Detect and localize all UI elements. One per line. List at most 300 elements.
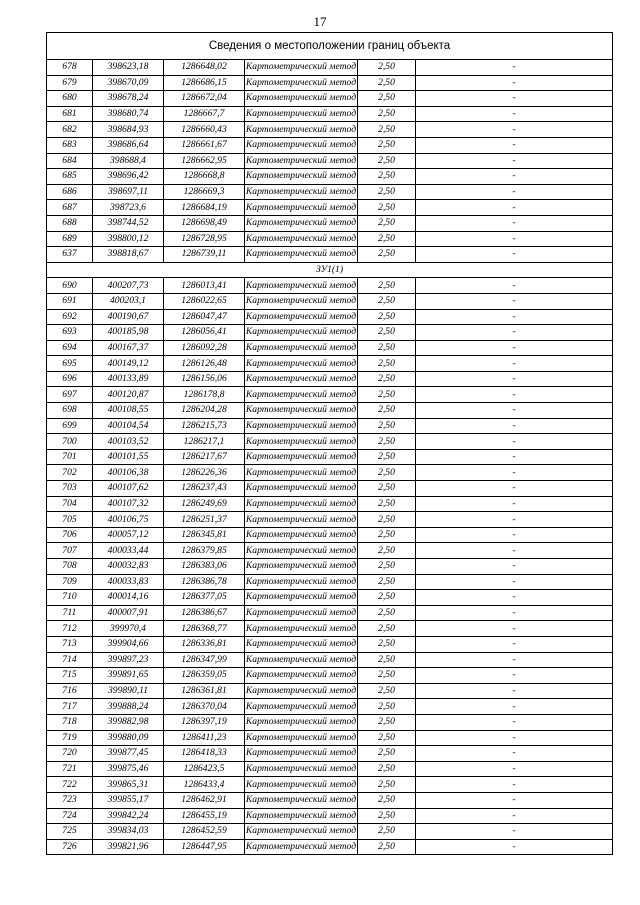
cell-y-coordinate: 1286047,47: [164, 309, 245, 325]
cell-method: Картометрический метод: [245, 278, 358, 294]
cell-x-coordinate: 399842,24: [93, 808, 164, 824]
cell-x-coordinate: 400149,12: [93, 356, 164, 372]
table-row: [47, 278, 613, 294]
cell-y-coordinate: 1286383,06: [164, 559, 245, 575]
cell-method: Картометрический метод: [245, 247, 358, 263]
table-row: [47, 387, 613, 403]
cell-description: -: [416, 309, 613, 325]
cell-accuracy: 2,50: [358, 761, 416, 777]
cell-x-coordinate: 400190,67: [93, 309, 164, 325]
cell-description: -: [416, 465, 613, 481]
cell-accuracy: 2,50: [358, 730, 416, 746]
table-row: [47, 325, 613, 341]
cell-method: Картометрический метод: [245, 200, 358, 216]
cell-description: -: [416, 278, 613, 294]
cell-point-number: 700: [47, 434, 93, 450]
cell-x-coordinate: 400203,1: [93, 293, 164, 309]
cell-x-coordinate: 399882,98: [93, 714, 164, 730]
cell-method: Картометрический метод: [245, 605, 358, 621]
cell-description: -: [416, 621, 613, 637]
cell-accuracy: 2,50: [358, 215, 416, 231]
cell-accuracy: 2,50: [358, 387, 416, 403]
cell-x-coordinate: 399877,45: [93, 746, 164, 762]
cell-x-coordinate: 400107,62: [93, 481, 164, 497]
cell-x-coordinate: 400007,91: [93, 605, 164, 621]
cell-method: Картометрический метод: [245, 481, 358, 497]
cell-method: Картометрический метод: [245, 215, 358, 231]
cell-accuracy: 2,50: [358, 683, 416, 699]
cell-accuracy: 2,50: [358, 605, 416, 621]
cell-point-number: 718: [47, 714, 93, 730]
table-row: [47, 91, 613, 107]
cell-description: -: [416, 434, 613, 450]
cell-accuracy: 2,50: [358, 169, 416, 185]
cell-x-coordinate: 399897,23: [93, 652, 164, 668]
cell-accuracy: 2,50: [358, 106, 416, 122]
cell-x-coordinate: 400033,83: [93, 574, 164, 590]
cell-point-number: 682: [47, 122, 93, 138]
cell-method: Картометрический метод: [245, 169, 358, 185]
cell-method: Картометрический метод: [245, 746, 358, 762]
cell-description: -: [416, 371, 613, 387]
cell-x-coordinate: 400107,32: [93, 496, 164, 512]
cell-description: -: [416, 527, 613, 543]
cell-accuracy: 2,50: [358, 824, 416, 840]
cell-accuracy: 2,50: [358, 481, 416, 497]
cell-accuracy: 2,50: [358, 309, 416, 325]
table-row: [47, 418, 613, 434]
cell-x-coordinate: 400120,87: [93, 387, 164, 403]
cell-y-coordinate: 1286359,05: [164, 668, 245, 684]
cell-accuracy: 2,50: [358, 247, 416, 263]
cell-accuracy: 2,50: [358, 371, 416, 387]
table-row: [47, 465, 613, 481]
cell-point-number: 715: [47, 668, 93, 684]
cell-method: Картометрический метод: [245, 325, 358, 341]
cell-accuracy: 2,50: [358, 808, 416, 824]
cell-description: -: [416, 699, 613, 715]
cell-x-coordinate: 399904,66: [93, 636, 164, 652]
cell-x-coordinate: 398697,11: [93, 184, 164, 200]
cell-point-number: 720: [47, 746, 93, 762]
cell-y-coordinate: 1286648,02: [164, 60, 245, 76]
table-row: [47, 184, 613, 200]
cell-y-coordinate: 1286370,04: [164, 699, 245, 715]
cell-y-coordinate: 1286368,77: [164, 621, 245, 637]
cell-accuracy: 2,50: [358, 746, 416, 762]
cell-point-number: 712: [47, 621, 93, 637]
cell-description: -: [416, 481, 613, 497]
cell-y-coordinate: 1286022,65: [164, 293, 245, 309]
cell-y-coordinate: 1286217,1: [164, 434, 245, 450]
cell-x-coordinate: 399875,46: [93, 761, 164, 777]
cell-description: -: [416, 746, 613, 762]
table-row: [47, 761, 613, 777]
cell-accuracy: 2,50: [358, 403, 416, 419]
cell-y-coordinate: 1286661,67: [164, 137, 245, 153]
cell-accuracy: 2,50: [358, 293, 416, 309]
cell-x-coordinate: 398680,74: [93, 106, 164, 122]
cell-x-coordinate: 400207,73: [93, 278, 164, 294]
cell-y-coordinate: 1286226,36: [164, 465, 245, 481]
cell-point-number: 698: [47, 403, 93, 419]
cell-y-coordinate: 1286092,28: [164, 340, 245, 356]
cell-y-coordinate: 1286397,19: [164, 714, 245, 730]
cell-point-number: 683: [47, 137, 93, 153]
table-row: [47, 668, 613, 684]
cell-x-coordinate: 399855,17: [93, 792, 164, 808]
cell-point-number: 711: [47, 605, 93, 621]
cell-accuracy: 2,50: [358, 543, 416, 559]
cell-point-number: 689: [47, 231, 93, 247]
table-row: [47, 137, 613, 153]
cell-method: Картометрический метод: [245, 512, 358, 528]
cell-description: -: [416, 356, 613, 372]
cell-point-number: 681: [47, 106, 93, 122]
cell-description: -: [416, 559, 613, 575]
cell-method: Картометрический метод: [245, 387, 358, 403]
cell-method: Картометрический метод: [245, 808, 358, 824]
cell-point-number: 723: [47, 792, 93, 808]
cell-description: -: [416, 449, 613, 465]
cell-y-coordinate: 1286126,48: [164, 356, 245, 372]
cell-description: -: [416, 153, 613, 169]
cell-accuracy: 2,50: [358, 839, 416, 855]
cell-method: Картометрический метод: [245, 231, 358, 247]
cell-accuracy: 2,50: [358, 418, 416, 434]
cell-description: -: [416, 496, 613, 512]
cell-accuracy: 2,50: [358, 434, 416, 450]
table-row: [47, 403, 613, 419]
cell-method: Картометрический метод: [245, 496, 358, 512]
cell-accuracy: 2,50: [358, 200, 416, 216]
cell-x-coordinate: 399880,09: [93, 730, 164, 746]
cell-x-coordinate: 398723,6: [93, 200, 164, 216]
cell-method: Картометрический метод: [245, 699, 358, 715]
cell-y-coordinate: 1286217,67: [164, 449, 245, 465]
cell-y-coordinate: 1286411,23: [164, 730, 245, 746]
cell-point-number: 710: [47, 590, 93, 606]
cell-point-number: 702: [47, 465, 93, 481]
table-row: [47, 621, 613, 637]
cell-point-number: 694: [47, 340, 93, 356]
table-row: [47, 449, 613, 465]
cell-point-number: 692: [47, 309, 93, 325]
cell-point-number: 701: [47, 449, 93, 465]
cell-accuracy: 2,50: [358, 527, 416, 543]
cell-accuracy: 2,50: [358, 574, 416, 590]
cell-accuracy: 2,50: [358, 590, 416, 606]
cell-description: -: [416, 714, 613, 730]
cell-point-number: 685: [47, 169, 93, 185]
cell-accuracy: 2,50: [358, 496, 416, 512]
cell-y-coordinate: 1286237,43: [164, 481, 245, 497]
cell-description: -: [416, 106, 613, 122]
section-label: ЗУ1(1): [47, 262, 613, 278]
cell-description: -: [416, 668, 613, 684]
cell-point-number: 637: [47, 247, 93, 263]
cell-y-coordinate: 1286251,37: [164, 512, 245, 528]
page-number: 17: [313, 14, 327, 29]
cell-accuracy: 2,50: [358, 777, 416, 793]
table-row: [47, 122, 613, 138]
cell-method: Картометрический метод: [245, 184, 358, 200]
cell-x-coordinate: 400033,44: [93, 543, 164, 559]
cell-x-coordinate: 398818,67: [93, 247, 164, 263]
cell-point-number: 705: [47, 512, 93, 528]
section-row: [47, 262, 613, 278]
cell-method: Картометрический метод: [245, 714, 358, 730]
cell-point-number: 709: [47, 574, 93, 590]
table-row: [47, 309, 613, 325]
cell-description: -: [416, 605, 613, 621]
cell-method: Картометрический метод: [245, 824, 358, 840]
cell-y-coordinate: 1286447,95: [164, 839, 245, 855]
cell-y-coordinate: 1286728,95: [164, 231, 245, 247]
cell-accuracy: 2,50: [358, 668, 416, 684]
cell-y-coordinate: 1286452,59: [164, 824, 245, 840]
cell-accuracy: 2,50: [358, 621, 416, 637]
cell-method: Картометрический метод: [245, 559, 358, 575]
cell-description: -: [416, 231, 613, 247]
table-row: [47, 714, 613, 730]
cell-y-coordinate: 1286455,19: [164, 808, 245, 824]
cell-point-number: 717: [47, 699, 93, 715]
cell-description: -: [416, 777, 613, 793]
cell-description: -: [416, 91, 613, 107]
table-row: [47, 496, 613, 512]
cell-y-coordinate: 1286739,11: [164, 247, 245, 263]
cell-description: -: [416, 636, 613, 652]
cell-method: Картометрический метод: [245, 652, 358, 668]
cell-point-number: 708: [47, 559, 93, 575]
table-row: [47, 839, 613, 855]
cell-x-coordinate: 400057,12: [93, 527, 164, 543]
table-row: [47, 543, 613, 559]
cell-accuracy: 2,50: [358, 122, 416, 138]
cell-x-coordinate: 400167,37: [93, 340, 164, 356]
cell-x-coordinate: 398744,52: [93, 215, 164, 231]
table-row: [47, 512, 613, 528]
cell-method: Картометрический метод: [245, 761, 358, 777]
cell-method: Картометрический метод: [245, 668, 358, 684]
cell-x-coordinate: 400101,55: [93, 449, 164, 465]
cell-description: -: [416, 403, 613, 419]
cell-y-coordinate: 1286668,8: [164, 169, 245, 185]
cell-method: Картометрический метод: [245, 434, 358, 450]
cell-x-coordinate: 400108,55: [93, 403, 164, 419]
cell-y-coordinate: 1286345,81: [164, 527, 245, 543]
cell-method: Картометрический метод: [245, 839, 358, 855]
cell-method: Картометрический метод: [245, 153, 358, 169]
cell-accuracy: 2,50: [358, 714, 416, 730]
cell-description: -: [416, 730, 613, 746]
cell-method: Картометрический метод: [245, 91, 358, 107]
cell-y-coordinate: 1286178,8: [164, 387, 245, 403]
cell-x-coordinate: 398800,12: [93, 231, 164, 247]
cell-method: Картометрический метод: [245, 309, 358, 325]
cell-method: Картометрический метод: [245, 621, 358, 637]
cell-description: -: [416, 792, 613, 808]
table-row: [47, 746, 613, 762]
cell-accuracy: 2,50: [358, 792, 416, 808]
table-row: [47, 153, 613, 169]
table-row: [47, 652, 613, 668]
cell-accuracy: 2,50: [358, 340, 416, 356]
cell-point-number: 703: [47, 481, 93, 497]
cell-x-coordinate: 400014,16: [93, 590, 164, 606]
cell-point-number: 707: [47, 543, 93, 559]
cell-x-coordinate: 398688,4: [93, 153, 164, 169]
cell-point-number: 726: [47, 839, 93, 855]
table-row: [47, 824, 613, 840]
cell-y-coordinate: 1286386,67: [164, 605, 245, 621]
table-caption: Сведения о местоположении границ объекта: [47, 33, 613, 60]
cell-method: Картометрический метод: [245, 465, 358, 481]
cell-method: Картометрический метод: [245, 636, 358, 652]
cell-method: Картометрический метод: [245, 122, 358, 138]
table-row: [47, 574, 613, 590]
cell-x-coordinate: 400104,54: [93, 418, 164, 434]
cell-y-coordinate: 1286698,49: [164, 215, 245, 231]
cell-accuracy: 2,50: [358, 184, 416, 200]
cell-y-coordinate: 1286013,41: [164, 278, 245, 294]
cell-method: Картометрический метод: [245, 137, 358, 153]
table-row: [47, 481, 613, 497]
cell-y-coordinate: 1286215,73: [164, 418, 245, 434]
table-row: [47, 60, 613, 76]
cell-point-number: 722: [47, 777, 93, 793]
table-row: [47, 699, 613, 715]
cell-x-coordinate: 399890,11: [93, 683, 164, 699]
cell-x-coordinate: 400106,75: [93, 512, 164, 528]
table-row: [47, 215, 613, 231]
cell-description: -: [416, 340, 613, 356]
cell-x-coordinate: 399821,96: [93, 839, 164, 855]
cell-point-number: 679: [47, 75, 93, 91]
cell-point-number: 686: [47, 184, 93, 200]
cell-accuracy: 2,50: [358, 153, 416, 169]
cell-method: Картометрический метод: [245, 683, 358, 699]
table-row: [47, 605, 613, 621]
cell-description: -: [416, 590, 613, 606]
cell-description: -: [416, 247, 613, 263]
table-row: [47, 340, 613, 356]
table-row: [47, 247, 613, 263]
cell-y-coordinate: 1286386,78: [164, 574, 245, 590]
cell-accuracy: 2,50: [358, 699, 416, 715]
cell-y-coordinate: 1286662,95: [164, 153, 245, 169]
table-row: [47, 106, 613, 122]
cell-x-coordinate: 400133,89: [93, 371, 164, 387]
cell-point-number: 691: [47, 293, 93, 309]
cell-x-coordinate: 400032,83: [93, 559, 164, 575]
cell-accuracy: 2,50: [358, 91, 416, 107]
cell-point-number: 678: [47, 60, 93, 76]
cell-x-coordinate: 399834,03: [93, 824, 164, 840]
cell-accuracy: 2,50: [358, 512, 416, 528]
table-row: [47, 636, 613, 652]
cell-accuracy: 2,50: [358, 137, 416, 153]
table-row: [47, 590, 613, 606]
table-row: [47, 293, 613, 309]
cell-method: Картометрический метод: [245, 449, 358, 465]
cell-point-number: 716: [47, 683, 93, 699]
cell-point-number: 714: [47, 652, 93, 668]
cell-x-coordinate: 398684,93: [93, 122, 164, 138]
cell-point-number: 725: [47, 824, 93, 840]
cell-y-coordinate: 1286667,7: [164, 106, 245, 122]
cell-y-coordinate: 1286336,81: [164, 636, 245, 652]
cell-y-coordinate: 1286433,4: [164, 777, 245, 793]
table-row: [47, 169, 613, 185]
cell-method: Картометрический метод: [245, 340, 358, 356]
cell-method: Картометрический метод: [245, 543, 358, 559]
cell-x-coordinate: 398678,24: [93, 91, 164, 107]
cell-y-coordinate: 1286669,3: [164, 184, 245, 200]
cell-x-coordinate: 398696,42: [93, 169, 164, 185]
cell-point-number: 690: [47, 278, 93, 294]
table-row: [47, 371, 613, 387]
cell-description: -: [416, 200, 613, 216]
cell-description: -: [416, 808, 613, 824]
cell-point-number: 688: [47, 215, 93, 231]
cell-y-coordinate: 1286660,43: [164, 122, 245, 138]
cell-description: -: [416, 761, 613, 777]
cell-method: Картометрический метод: [245, 730, 358, 746]
cell-accuracy: 2,50: [358, 465, 416, 481]
cell-point-number: 693: [47, 325, 93, 341]
cell-accuracy: 2,50: [358, 636, 416, 652]
cell-point-number: 699: [47, 418, 93, 434]
cell-y-coordinate: 1286379,85: [164, 543, 245, 559]
cell-x-coordinate: 399891,65: [93, 668, 164, 684]
cell-accuracy: 2,50: [358, 75, 416, 91]
cell-y-coordinate: 1286377,05: [164, 590, 245, 606]
cell-point-number: 695: [47, 356, 93, 372]
cell-point-number: 706: [47, 527, 93, 543]
cell-description: -: [416, 839, 613, 855]
cell-description: -: [416, 122, 613, 138]
table-row: [47, 559, 613, 575]
cell-method: Картометрический метод: [245, 403, 358, 419]
cell-x-coordinate: 398623,18: [93, 60, 164, 76]
cell-y-coordinate: 1286423,5: [164, 761, 245, 777]
table-row: [47, 434, 613, 450]
cell-description: -: [416, 215, 613, 231]
cell-point-number: 713: [47, 636, 93, 652]
cell-description: -: [416, 387, 613, 403]
table-caption-row: [47, 33, 613, 60]
cell-method: Картометрический метод: [245, 106, 358, 122]
cell-x-coordinate: 400185,98: [93, 325, 164, 341]
table-row: [47, 730, 613, 746]
cell-description: -: [416, 652, 613, 668]
cell-accuracy: 2,50: [358, 652, 416, 668]
cell-description: -: [416, 512, 613, 528]
cell-x-coordinate: 398686,64: [93, 137, 164, 153]
cell-y-coordinate: 1286418,33: [164, 746, 245, 762]
cell-point-number: 704: [47, 496, 93, 512]
cell-accuracy: 2,50: [358, 449, 416, 465]
cell-method: Картометрический метод: [245, 418, 358, 434]
cell-description: -: [416, 75, 613, 91]
cell-description: -: [416, 418, 613, 434]
cell-y-coordinate: 1286204,28: [164, 403, 245, 419]
cell-x-coordinate: 399865,31: [93, 777, 164, 793]
cell-point-number: 696: [47, 371, 93, 387]
cell-method: Картометрический метод: [245, 60, 358, 76]
